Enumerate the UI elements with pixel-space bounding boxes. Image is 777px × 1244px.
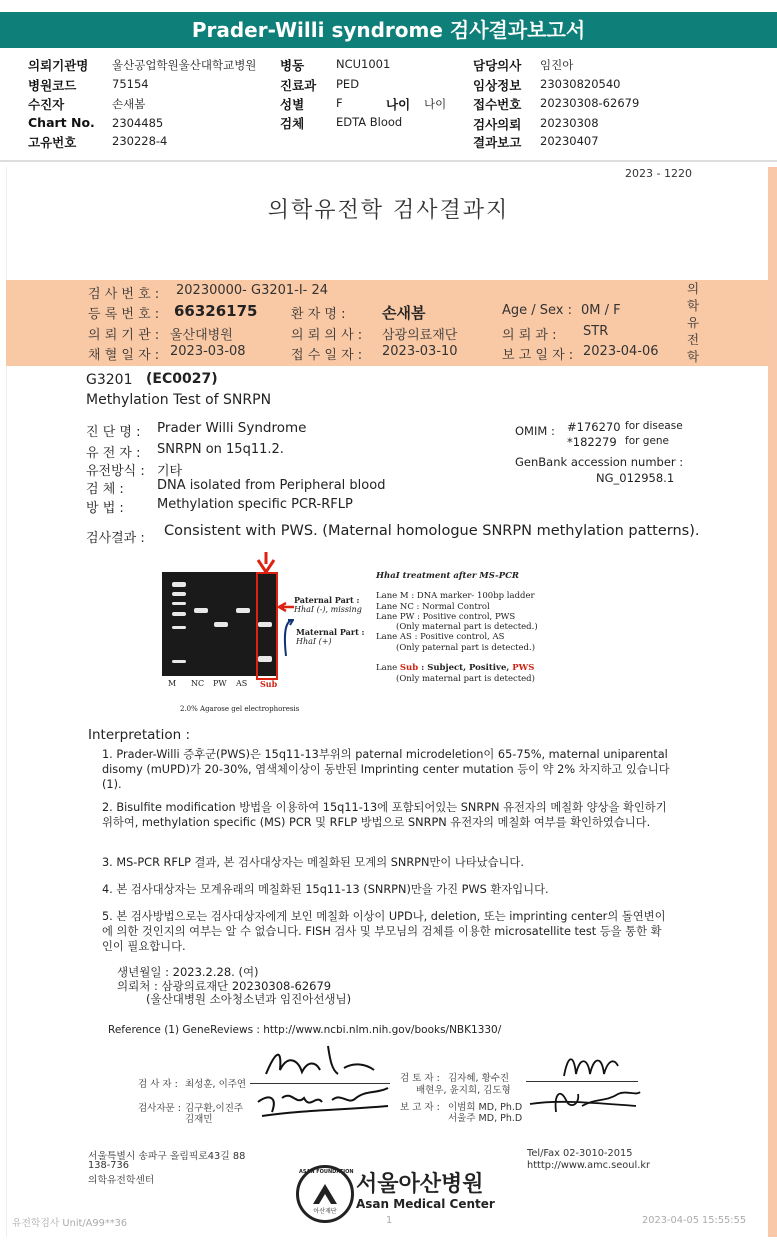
reporter-value: 이범희 MD, Ph.D (448, 1102, 523, 1113)
reporter-label: 보 고 자 : (400, 1102, 440, 1113)
band-agesex: 0M / F (581, 303, 621, 318)
page-right-edge (768, 167, 777, 1237)
gel-band (172, 592, 186, 596)
report-date-value: 20230407 (540, 134, 599, 148)
omim-gene: *182279 (567, 435, 617, 449)
omim-disease: #176270 (567, 420, 621, 434)
referrer-detail: (울산대병원 소아청소년과 임진아선생님) (146, 992, 352, 1006)
legend-line: Lane PW : Positive control, PWS (376, 612, 516, 622)
band-vertical-stamp (686, 280, 700, 365)
gel-band (194, 608, 208, 613)
patient-value: 손새봄 (112, 97, 146, 111)
vertical-char: 유 (686, 315, 700, 330)
band-inst-label: 의 뢰 기 관 : (88, 328, 160, 343)
specimen-label: 검체 (280, 116, 305, 131)
report-title: Prader-Willi syndrome 검사결과보고서 (0, 12, 777, 48)
lane-label: M (168, 679, 177, 688)
gel-caption: 2.0% Agarose gel electrophoresis (180, 705, 300, 713)
gel-band (172, 626, 186, 629)
omim-label: OMIM : (515, 424, 555, 438)
interp-item-3: 3. MS-PCR RFLP 결과, 본 검사대상자는 메칠화된 모계의 SNRPN만이 나타났습니다. (102, 856, 524, 869)
receipt-value: 20230308-62679 (540, 96, 640, 110)
result-label: 검사결과 : (86, 531, 145, 546)
patient-info-band (6, 280, 768, 366)
footer-timestamp: 2023-04-05 15:55:55 (642, 1215, 747, 1226)
advisor-label: 검사자문 : (138, 1103, 181, 1114)
legend-sub-mid: : Subject, Positive, (418, 663, 513, 673)
dept-value: PED (336, 77, 360, 91)
report-header-info (0, 48, 777, 158)
signature-tester (258, 1040, 378, 1084)
address-line-2: 138-736 (88, 1160, 129, 1171)
inherit-label: 유전방식 : (86, 464, 145, 479)
diag-label: 진 단 명 : (86, 425, 141, 440)
legend-line: Lane M : DNA marker- 100bp ladder (376, 591, 535, 601)
legend-title: HhaI treatment after MS-PCR (376, 571, 519, 581)
asan-logo-en: Asan Medical Center (356, 1197, 495, 1211)
arrow-curved-icon (280, 618, 294, 658)
unique-label: 고유번호 (28, 135, 77, 150)
band-report: 2023-04-06 (583, 344, 659, 359)
gel-band (172, 582, 186, 587)
legend-sub-pre: Lane (376, 663, 400, 673)
band-patient-label: 환 자 명 : (291, 307, 346, 322)
gel-band (214, 622, 228, 627)
inherit-value: 기타 (157, 464, 183, 479)
reviewer-value: 김자혜, 황수진 (448, 1073, 510, 1084)
maternal-title: Maternal Part : (296, 627, 365, 637)
maternal-desc: HhaI (+) (296, 637, 332, 646)
header-divider (0, 160, 777, 162)
request-value: 20230308 (540, 116, 599, 130)
vertical-char: 학 (686, 298, 700, 313)
band-test-no: 20230000- G3201-I- 24 (176, 283, 329, 298)
vertical-char: 학 (686, 349, 700, 364)
interp-item-1: 1. Prader-Willi 증후군(PWS)은 15q11-13부위의 paternal microdeletion이 65-75%, maternal uniparental disomy (mUPD)가 20-30%, 염색체이상이 동반된 Imprinting center mutation 등이 약 2% 차지하고 있습니다 (1). (102, 748, 670, 791)
legend-subject-line (376, 663, 534, 674)
reporter-value-2: 서울주 MD, Ph.D (448, 1113, 523, 1124)
gene-label: 유 전 자 : (86, 446, 141, 461)
request-label: 검사의뢰 (473, 117, 522, 132)
band-collect-label: 채 혈 일 자 : (88, 348, 160, 363)
signature-reporter (526, 1084, 644, 1120)
paternal-title: Paternal Part : (294, 595, 360, 605)
chart-label: Chart No. (28, 115, 95, 130)
signature-reviewer (560, 1048, 620, 1082)
clinical-value: 23030820540 (540, 77, 621, 91)
band-dept: STR (583, 324, 609, 339)
legend-line: (Only maternal part is detected.) (396, 622, 538, 632)
legend-line: (Only maternal part is detected) (396, 674, 535, 684)
chart-value: 2304485 (112, 116, 164, 130)
gel-band (172, 660, 186, 663)
lane-label-subject: Sub (260, 679, 278, 689)
patient-label: 수진자 (28, 97, 65, 112)
band-dept-label: 의 뢰 과 : (502, 328, 557, 343)
band-report-label: 보 고 일 자 : (502, 348, 574, 363)
band-agesex-label: Age / Sex : (502, 303, 573, 318)
legend-sub-lane: Sub (399, 663, 419, 673)
specimen-label-2: 검 체 : (86, 482, 124, 497)
reviewer-label: 검 토 자 : (400, 1073, 440, 1084)
address-line-3: 의학유전학센터 (88, 1175, 155, 1186)
advisor-value: 김구환,이진주 (185, 1103, 244, 1114)
unique-value: 230228-4 (112, 134, 168, 148)
lane-label: NC (191, 679, 205, 688)
age-value: 나이 (424, 97, 447, 111)
hospital-code-value: 75154 (112, 77, 149, 91)
tester-value: 최성훈, 이주연 (185, 1079, 247, 1090)
asan-foundation-ring: ASAN FOUNDATION (299, 1169, 354, 1175)
age-label: 나이 (386, 97, 411, 112)
footer-unit: 유전학검사 Unit/A99**36 (12, 1218, 128, 1229)
sex-value: F (336, 96, 343, 110)
document-title: 의학유전학 검사결과지 (267, 198, 510, 223)
page-number: 1 (386, 1215, 393, 1226)
dept-label: 진료과 (280, 78, 317, 93)
birth-date: 생년월일 : 2023.2.28. (여) (117, 965, 259, 979)
band-receive-label: 접 수 일 자 : (291, 348, 363, 363)
genbank-value: NG_012958.1 (596, 471, 675, 485)
reference: Reference (1) GeneReviews : http://www.ncbi.nlm.nih.gov/books/NBK1330/ (108, 1024, 502, 1036)
vertical-char: 전 (686, 332, 700, 347)
interp-item-5: 5. 본 검사방법으로는 검사대상자에게 보인 메칠화 이상이 UPD나, deletion, 또는 imprinting center의 돌연변이에 의한 것인지의 여부는 알 수 없습니다. FISH 검사 및 부모님의 검체를 이용한 microsatellite test 등을 통한 확인이 필요합니다. (102, 910, 666, 953)
omim-disease-note: for disease (625, 420, 683, 432)
hospital-code-label: 병원코드 (28, 78, 77, 93)
genbank-label: GenBank accession number : (515, 455, 684, 469)
lane-label: AS (236, 679, 248, 688)
legend-line: Lane AS : Positive control, AS (376, 632, 505, 642)
gel-band (236, 608, 250, 613)
band-patient: 손새봄 (382, 304, 426, 322)
receipt-label: 접수번호 (473, 97, 522, 112)
vertical-char: 의 (686, 281, 700, 296)
advisor-value-2: 김재민 (185, 1114, 213, 1125)
asan-logo-emblem (296, 1165, 354, 1223)
band-reqdoc: 삼광의료재단 (382, 328, 458, 343)
legend-line: (Only paternal part is detected.) (396, 643, 536, 653)
specimen-value-2: DNA isolated from Peripheral blood (157, 478, 386, 493)
gel-band (172, 612, 186, 616)
method-label: 방 법 : (86, 501, 124, 516)
band-collect: 2023-03-08 (170, 344, 246, 359)
subject-lane-highlight (256, 572, 278, 680)
asan-logo-ko: 서울아산병원 (356, 1172, 484, 1197)
tel-fax: Tel/Fax 02-3010-2015 (527, 1148, 633, 1159)
lane-label: PW (213, 679, 227, 688)
report-date-label: 결과보고 (473, 135, 522, 150)
website: htttp://www.amc.seoul.kr (527, 1160, 651, 1171)
result-value: Consistent with PWS. (Maternal homologue SNRPN methylation patterns). (164, 523, 700, 539)
omim-gene-note: for gene (625, 435, 670, 447)
ward-value: NCU1001 (336, 57, 391, 71)
test-code: G3201 (86, 372, 133, 388)
address-line-1: 서울특별시 송파구 올림픽로43길 88 (88, 1151, 246, 1162)
interp-item-2: 2. Bisulfite modification 방법을 이용하여 15q11-13에 포함되어있는 SNRPN 유전자의 메칠화 양상을 확인하기 위하여, methylation specific (MS) PCR 및 RFLP 방법으로 SNRPN 유전자의 메칠화 여부를 확인하였습니다. (102, 801, 667, 829)
paternal-desc: HhaI (-), missing (294, 605, 362, 614)
doctor-label: 담당의사 (473, 58, 522, 73)
band-inst: 울산대병원 (170, 328, 233, 343)
paper-top-code: 2023 - 1220 (625, 167, 692, 180)
gel-band (172, 602, 186, 605)
reviewer-value-2: 배현우, 윤지희, 김도형 (416, 1085, 511, 1096)
gene-value: SNRPN on 15q11.2. (157, 442, 284, 457)
band-reqdoc-label: 의 뢰 의 사 : (291, 328, 363, 343)
interpretation-label: Interpretation : (88, 727, 191, 743)
doctor-value: 임진아 (540, 58, 574, 72)
test-code-ec: (EC0027) (146, 371, 218, 387)
arrow-down-icon (256, 552, 276, 574)
clinical-label: 임상정보 (473, 78, 522, 93)
band-reg-no-label: 등 록 번 호 : (88, 307, 160, 322)
band-reg-no: 66326175 (174, 302, 258, 320)
signature-advisor (252, 1080, 392, 1120)
arrow-left-icon (278, 602, 294, 612)
institution-value: 울산공업학원울산대학교병원 (112, 58, 257, 72)
sex-label: 성별 (280, 97, 305, 112)
diag-value: Prader Willi Syndrome (157, 420, 307, 436)
band-test-no-label: 검 사 번 호 : (88, 287, 160, 302)
interp-item-4: 4. 본 검사대상자는 모계유래의 메칠화된 15q11-13 (SNRPN)만을 가진 PWS 환자입니다. (102, 883, 549, 896)
legend-sub-pws: PWS (512, 663, 535, 673)
band-receive: 2023-03-10 (382, 344, 458, 359)
asan-foundation-inner: 아산재단 (313, 1208, 337, 1215)
method-value: Methylation specific PCR-RFLP (157, 497, 353, 512)
institution-label: 의뢰기관명 (28, 58, 89, 73)
tester-label: 검 사 자 : (138, 1079, 178, 1090)
ward-label: 병동 (280, 58, 305, 73)
referrer: 의뢰처 : 삼광의료재단 20230308-62679 (117, 979, 332, 993)
test-name: Methylation Test of SNRPN (86, 392, 272, 408)
specimen-value: EDTA Blood (336, 115, 403, 129)
legend-line: Lane NC : Normal Control (376, 602, 490, 612)
